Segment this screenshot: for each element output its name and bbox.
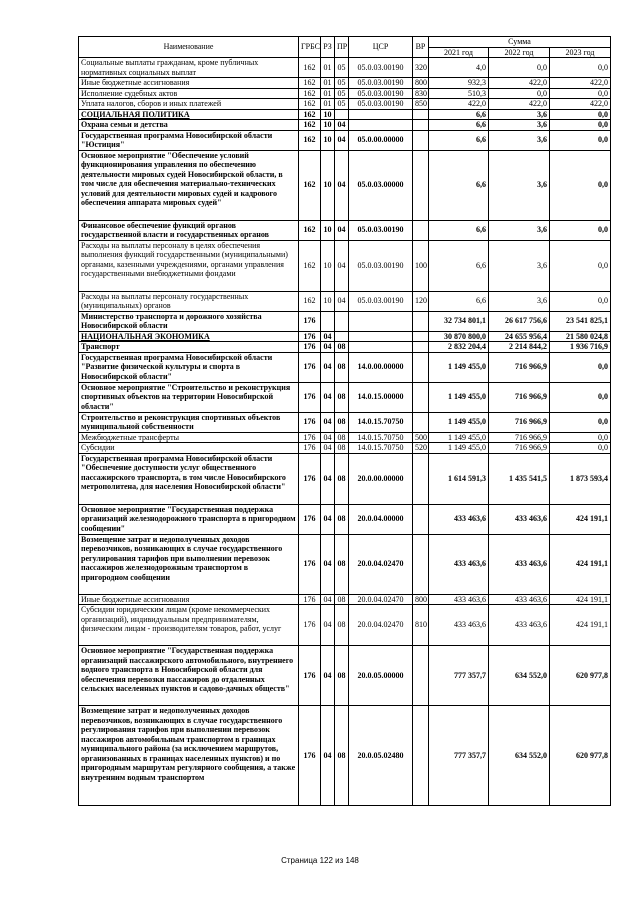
table-row	[79, 432, 611, 443]
row-csr: 20.0.04.00000	[349, 504, 413, 534]
row-sum-2021: 4,0	[429, 58, 489, 78]
row-rz: 10	[321, 220, 335, 240]
row-rz: 10	[321, 150, 335, 220]
row-sum-2023: 0,0	[550, 240, 611, 291]
row-rz: 04	[321, 605, 335, 646]
table-row	[79, 130, 611, 150]
row-csr	[349, 120, 413, 131]
row-sum-2023: 0,0	[550, 443, 611, 454]
row-vr	[413, 331, 429, 342]
row-grbs: 162	[299, 78, 321, 89]
row-grbs: 162	[299, 130, 321, 150]
row-grbs: 176	[299, 453, 321, 504]
row-grbs: 162	[299, 109, 321, 120]
table-row	[79, 88, 611, 99]
row-sum-2021: 1 149 455,0	[429, 432, 489, 443]
table-row	[79, 382, 611, 412]
row-vr	[413, 412, 429, 432]
row-pr: 08	[335, 453, 349, 504]
row-vr: 320	[413, 58, 429, 78]
row-csr	[349, 109, 413, 120]
row-sum-2021: 433 463,6	[429, 594, 489, 605]
row-pr: 04	[335, 291, 349, 311]
row-pr: 08	[335, 706, 349, 806]
table-row	[79, 504, 611, 534]
row-sum-2022: 24 655 956,4	[489, 331, 550, 342]
row-rz: 04	[321, 534, 335, 594]
row-name: Министерство транспорта и дорожного хозяйства Новосибирской области	[79, 311, 299, 331]
row-sum-2023: 0,0	[550, 150, 611, 220]
row-sum-2021: 1 149 455,0	[429, 412, 489, 432]
row-rz: 04	[321, 352, 335, 382]
row-sum-2023: 21 580 024,8	[550, 331, 611, 342]
row-sum-2021: 6,6	[429, 120, 489, 131]
col-header-2023: 2023 год	[550, 47, 611, 58]
table-row	[79, 342, 611, 353]
row-grbs: 162	[299, 291, 321, 311]
row-rz: 01	[321, 78, 335, 89]
row-vr: 810	[413, 605, 429, 646]
table-row	[79, 109, 611, 120]
row-rz: 10	[321, 120, 335, 131]
row-name: Возмещение затрат и недополученных доходов перевозчиков, возникающих в случае государственного регулирования тарифов при выполнении перевозок пассажиров железнодорожным транспортом в пригородном сообщении	[79, 534, 299, 594]
row-sum-2023: 0,0	[550, 432, 611, 443]
row-grbs: 176	[299, 594, 321, 605]
row-pr: 04	[335, 120, 349, 131]
row-grbs: 162	[299, 99, 321, 110]
row-sum-2022: 3,6	[489, 220, 550, 240]
row-csr	[349, 342, 413, 353]
row-vr	[413, 130, 429, 150]
row-sum-2021: 1 614 591,3	[429, 453, 489, 504]
row-sum-2023: 0,0	[550, 412, 611, 432]
row-sum-2021: 433 463,6	[429, 534, 489, 594]
row-sum-2022: 3,6	[489, 120, 550, 131]
row-grbs: 162	[299, 150, 321, 220]
row-rz: 10	[321, 240, 335, 291]
row-name: Основное мероприятие "Строительство и реконструкция спортивных объектов на территории Новосибирской области"	[79, 382, 299, 412]
row-sum-2021: 422,0	[429, 99, 489, 110]
row-vr	[413, 220, 429, 240]
row-rz: 04	[321, 594, 335, 605]
row-csr: 20.0.04.02470	[349, 594, 413, 605]
row-sum-2022: 3,6	[489, 130, 550, 150]
row-vr: 800	[413, 594, 429, 605]
row-grbs: 162	[299, 58, 321, 78]
row-pr: 05	[335, 99, 349, 110]
row-sum-2022: 3,6	[489, 291, 550, 311]
row-csr: 20.0.05.02480	[349, 706, 413, 806]
row-sum-2022: 433 463,6	[489, 605, 550, 646]
row-pr: 08	[335, 382, 349, 412]
table-row	[79, 534, 611, 594]
row-sum-2022: 433 463,6	[489, 594, 550, 605]
row-name: Субсидии юридическим лицам (кроме некоммерческих организаций), индивидуальным предпринимателям, физическим лицам - производителям товаров, работ, услуг	[79, 605, 299, 646]
col-header-sum: Сумма	[429, 37, 611, 48]
table-row	[79, 150, 611, 220]
row-vr	[413, 342, 429, 353]
row-sum-2021: 2 832 204,4	[429, 342, 489, 353]
table-row	[79, 453, 611, 504]
row-name: Охрана семьи и детства	[79, 120, 299, 131]
row-rz: 01	[321, 99, 335, 110]
row-grbs: 176	[299, 342, 321, 353]
row-sum-2022: 2 214 844,2	[489, 342, 550, 353]
row-name: Исполнение судебных актов	[79, 88, 299, 99]
row-sum-2023: 23 541 825,1	[550, 311, 611, 331]
row-csr: 14.0.15.00000	[349, 382, 413, 412]
row-vr	[413, 504, 429, 534]
row-name: Государственная программа Новосибирской области "Обеспечение доступности услуг общественного пассажирского транспорта, в том числе Новосибирского метрополитена, для населения Новосибирской области"	[79, 453, 299, 504]
row-csr: 20.0.00.00000	[349, 453, 413, 504]
row-name: Основное мероприятие "Государственная поддержка организаций железнодорожного транспорта в пригородном сообщении"	[79, 504, 299, 534]
row-sum-2022: 26 617 756,6	[489, 311, 550, 331]
row-name: Транспорт	[79, 342, 299, 353]
row-grbs: 162	[299, 120, 321, 131]
col-header-name: Наименование	[79, 37, 299, 58]
row-name: Основное мероприятие "Государственная поддержка организаций пассажирского автомобильного, внутреннего водного транспорта в Новосибирской области для обеспечения перевозки пассажиров до отдаленных сельских населенных пунктов и садово-дачных обществ"	[79, 646, 299, 706]
row-csr: 14.0.15.70750	[349, 412, 413, 432]
row-vr	[413, 109, 429, 120]
row-pr: 08	[335, 594, 349, 605]
row-pr: 08	[335, 504, 349, 534]
row-vr	[413, 120, 429, 131]
row-vr: 500	[413, 432, 429, 443]
row-sum-2022: 716 966,9	[489, 352, 550, 382]
table-row	[79, 120, 611, 131]
table-row	[79, 240, 611, 291]
row-grbs: 162	[299, 220, 321, 240]
row-sum-2023: 620 977,8	[550, 646, 611, 706]
row-sum-2021: 6,6	[429, 109, 489, 120]
row-sum-2021: 6,6	[429, 240, 489, 291]
row-sum-2022: 3,6	[489, 109, 550, 120]
row-sum-2021: 777 357,7	[429, 646, 489, 706]
row-sum-2021: 32 734 801,1	[429, 311, 489, 331]
row-rz: 10	[321, 130, 335, 150]
table-row	[79, 443, 611, 454]
row-sum-2023: 424 191,1	[550, 594, 611, 605]
table-row	[79, 58, 611, 78]
col-header-vr: ВР	[413, 37, 429, 58]
row-sum-2022: 634 552,0	[489, 646, 550, 706]
row-pr	[335, 331, 349, 342]
row-csr: 20.0.05.00000	[349, 646, 413, 706]
row-vr: 850	[413, 99, 429, 110]
row-name: Возмещение затрат и недополученных доходов перевозчиков, возникающих в случае государственного регулирования тарифов при выполнении перевозок пассажиров автомобильным транспортом в границах муниципального района (за исключением маршрутов, организованных в границах населенных пунктов) и по пригородным маршрутам регулярного сообщения, а также внутренним водным транспортом	[79, 706, 299, 806]
row-pr: 08	[335, 412, 349, 432]
row-rz: 04	[321, 382, 335, 412]
row-sum-2022: 716 966,9	[489, 412, 550, 432]
row-name: Строительство и реконструкция спортивных объектов муниципальной собственности	[79, 412, 299, 432]
row-csr	[349, 311, 413, 331]
row-sum-2022: 716 966,9	[489, 432, 550, 443]
row-name: Финансовое обеспечение функций органов государственной власти и государственных органов	[79, 220, 299, 240]
row-sum-2021: 777 357,7	[429, 706, 489, 806]
row-sum-2021: 1 149 455,0	[429, 443, 489, 454]
row-name: Иные бюджетные ассигнования	[79, 78, 299, 89]
row-sum-2022: 433 463,6	[489, 504, 550, 534]
row-sum-2023: 0,0	[550, 120, 611, 131]
row-sum-2022: 716 966,9	[489, 443, 550, 454]
row-sum-2021: 433 463,6	[429, 504, 489, 534]
row-sum-2021: 6,6	[429, 150, 489, 220]
row-vr	[413, 150, 429, 220]
row-vr: 520	[413, 443, 429, 454]
row-name: Государственная программа Новосибирской области "Развитие физической культуры и спорта в Новосибирской области"	[79, 352, 299, 382]
col-header-rz: РЗ	[321, 37, 335, 58]
row-pr: 04	[335, 220, 349, 240]
row-vr	[413, 646, 429, 706]
row-name: Иные бюджетные ассигнования	[79, 594, 299, 605]
row-pr: 08	[335, 534, 349, 594]
row-sum-2023: 620 977,8	[550, 706, 611, 806]
col-header-2021: 2021 год	[429, 47, 489, 58]
row-pr	[335, 311, 349, 331]
row-sum-2021: 30 870 800,0	[429, 331, 489, 342]
row-rz: 10	[321, 291, 335, 311]
row-rz: 10	[321, 109, 335, 120]
row-pr: 05	[335, 78, 349, 89]
row-pr: 08	[335, 443, 349, 454]
row-sum-2022: 0,0	[489, 88, 550, 99]
table-row	[79, 331, 611, 342]
row-sum-2023: 422,0	[550, 99, 611, 110]
row-vr	[413, 534, 429, 594]
row-name: Расходы на выплаты персоналу государственных (муниципальных) органов	[79, 291, 299, 311]
row-rz: 04	[321, 504, 335, 534]
row-grbs: 176	[299, 331, 321, 342]
row-pr: 04	[335, 150, 349, 220]
row-sum-2023: 424 191,1	[550, 605, 611, 646]
row-sum-2022: 716 966,9	[489, 382, 550, 412]
row-csr: 14.0.15.70750	[349, 443, 413, 454]
row-grbs: 176	[299, 352, 321, 382]
row-sum-2023: 1 936 716,9	[550, 342, 611, 353]
row-pr: 08	[335, 646, 349, 706]
row-vr: 830	[413, 88, 429, 99]
table-row	[79, 412, 611, 432]
row-sum-2023: 0,0	[550, 109, 611, 120]
row-csr: 20.0.04.02470	[349, 534, 413, 594]
page-footer: Страница 122 из 148	[281, 856, 359, 865]
row-csr: 05.0.03.00190	[349, 99, 413, 110]
table-row	[79, 646, 611, 706]
row-sum-2022: 1 435 541,5	[489, 453, 550, 504]
row-rz: 01	[321, 58, 335, 78]
row-pr	[335, 109, 349, 120]
row-sum-2022: 433 463,6	[489, 534, 550, 594]
row-pr: 05	[335, 58, 349, 78]
table-row	[79, 594, 611, 605]
row-grbs: 176	[299, 706, 321, 806]
row-sum-2023: 0,0	[550, 130, 611, 150]
col-header-2022: 2022 год	[489, 47, 550, 58]
row-sum-2021: 510,3	[429, 88, 489, 99]
row-sum-2023: 424 191,1	[550, 504, 611, 534]
row-sum-2023: 0,0	[550, 291, 611, 311]
row-sum-2023: 0,0	[550, 88, 611, 99]
row-name: Уплата налогов, сборов и иных платежей	[79, 99, 299, 110]
row-rz	[321, 311, 335, 331]
row-grbs: 176	[299, 504, 321, 534]
row-sum-2022: 0,0	[489, 58, 550, 78]
row-sum-2023: 0,0	[550, 352, 611, 382]
row-name: СОЦИАЛЬНАЯ ПОЛИТИКА	[79, 109, 299, 120]
row-sum-2021: 6,6	[429, 130, 489, 150]
row-rz: 04	[321, 706, 335, 806]
row-csr: 05.0.00.00000	[349, 130, 413, 150]
row-csr: 14.0.00.00000	[349, 352, 413, 382]
row-sum-2022: 634 552,0	[489, 706, 550, 806]
row-vr	[413, 382, 429, 412]
row-csr: 05.0.03.00000	[349, 150, 413, 220]
row-sum-2021: 6,6	[429, 220, 489, 240]
col-header-grbs: ГРБС	[299, 37, 321, 58]
row-grbs: 176	[299, 534, 321, 594]
row-grbs: 176	[299, 646, 321, 706]
row-name: Межбюджетные трансферты	[79, 432, 299, 443]
row-rz: 04	[321, 412, 335, 432]
row-grbs: 176	[299, 311, 321, 331]
row-grbs: 162	[299, 240, 321, 291]
row-pr: 05	[335, 88, 349, 99]
col-header-pr: ПР	[335, 37, 349, 58]
row-csr: 20.0.04.02470	[349, 605, 413, 646]
row-rz: 04	[321, 443, 335, 454]
row-csr	[349, 331, 413, 342]
row-grbs: 176	[299, 605, 321, 646]
row-pr: 08	[335, 342, 349, 353]
row-sum-2022: 3,6	[489, 150, 550, 220]
row-sum-2021: 932,3	[429, 78, 489, 89]
row-csr: 05.0.03.00190	[349, 78, 413, 89]
table-row	[79, 605, 611, 646]
row-sum-2021: 6,6	[429, 291, 489, 311]
row-sum-2021: 1 149 455,0	[429, 352, 489, 382]
table-row	[79, 291, 611, 311]
row-vr	[413, 453, 429, 504]
row-rz: 04	[321, 453, 335, 504]
row-vr: 120	[413, 291, 429, 311]
table-row	[79, 311, 611, 331]
row-csr: 05.0.03.00190	[349, 240, 413, 291]
row-name: Субсидии	[79, 443, 299, 454]
row-pr: 04	[335, 240, 349, 291]
row-grbs: 162	[299, 88, 321, 99]
row-csr: 05.0.03.00190	[349, 88, 413, 99]
row-csr: 05.0.03.00190	[349, 220, 413, 240]
row-vr: 100	[413, 240, 429, 291]
row-rz: 04	[321, 646, 335, 706]
row-pr: 08	[335, 352, 349, 382]
row-sum-2022: 422,0	[489, 78, 550, 89]
budget-page	[78, 36, 610, 806]
row-name: НАЦИОНАЛЬНАЯ ЭКОНОМИКА	[79, 331, 299, 342]
row-sum-2023: 422,0	[550, 78, 611, 89]
row-pr: 08	[335, 605, 349, 646]
row-grbs: 176	[299, 432, 321, 443]
row-csr: 05.0.03.00190	[349, 58, 413, 78]
table-row	[79, 352, 611, 382]
row-csr: 05.0.03.00190	[349, 291, 413, 311]
row-vr	[413, 311, 429, 331]
row-sum-2021: 1 149 455,0	[429, 382, 489, 412]
row-grbs: 176	[299, 412, 321, 432]
table-body	[79, 58, 611, 806]
table-row	[79, 706, 611, 806]
row-sum-2023: 0,0	[550, 382, 611, 412]
row-name: Основное мероприятие "Обеспечение условий функционирования управления по обеспечению деятельности мировых судей Новосибирской области, в том числе для обеспечения материально-технических условий для деятельности мировых судей и кадрового обеспечения аппарата мировых судей"	[79, 150, 299, 220]
row-pr: 04	[335, 130, 349, 150]
budget-table	[78, 36, 611, 806]
row-sum-2022: 3,6	[489, 240, 550, 291]
row-vr	[413, 706, 429, 806]
col-header-csr: ЦСР	[349, 37, 413, 58]
row-sum-2023: 0,0	[550, 220, 611, 240]
row-vr: 800	[413, 78, 429, 89]
row-name: Социальные выплаты гражданам, кроме публичных нормативных социальных выплат	[79, 58, 299, 78]
row-rz: 01	[321, 88, 335, 99]
row-vr	[413, 352, 429, 382]
row-name: Расходы на выплаты персоналу в целях обеспечения выполнения функций государственными (муниципальными) органами, казенными учреждениями, органами управления государственными внебюджетными фондами	[79, 240, 299, 291]
row-rz: 04	[321, 342, 335, 353]
row-rz: 04	[321, 432, 335, 443]
row-name: Государственная программа Новосибирской области "Юстиция"	[79, 130, 299, 150]
row-grbs: 176	[299, 443, 321, 454]
row-csr: 14.0.15.70750	[349, 432, 413, 443]
table-row	[79, 78, 611, 89]
row-sum-2022: 422,0	[489, 99, 550, 110]
row-sum-2023: 1 873 593,4	[550, 453, 611, 504]
row-sum-2023: 0,0	[550, 58, 611, 78]
row-sum-2021: 433 463,6	[429, 605, 489, 646]
row-rz: 04	[321, 331, 335, 342]
row-grbs: 176	[299, 382, 321, 412]
row-sum-2023: 424 191,1	[550, 534, 611, 594]
table-row	[79, 220, 611, 240]
table-row	[79, 99, 611, 110]
row-pr: 08	[335, 432, 349, 443]
